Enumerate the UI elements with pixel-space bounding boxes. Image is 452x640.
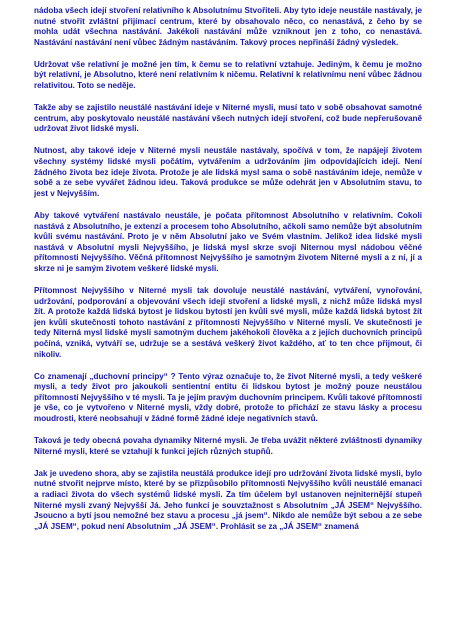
paragraph: Udržovat vše relativní je možné jen tím, k čemu se to relativní vztahuje. Jediným, k čemu je možno být relativní, je Absolutno, které není relativním k ničemu. Relativní k relativnímu není vůbec žádnou relativitou. Toto se neděje.: [34, 59, 422, 91]
paragraph: Nutnost, aby takové ideje v Niterné mysli neustále nastávaly, spočívá v tom, že napájejí životem všechny systémy lidské mysli počátím, vytvářením a udržováním jim odpovídajících idejí. Není žádného života bez ideje života. Protože je ale lidská mysl sama o sobě nastáváním ideje, nemůže v sobě a ze sebe vyvářet žádnou ideu. Taková produkce se může odehrát jen v Absolutním stavu, to jest v Nejvyšším.: [34, 146, 422, 198]
paragraph: nádoba všech idejí stvoření relativního k Absolutnímu Stvořiteli. Aby tyto ideje neustále nastávaly, je nutné stvořit zvláštní přijímací centrum, které by obsahovalo něco, co nenastává, z čeho by se mohla udát všechna nastávání. Jakékoli nastávání může vzniknout jen z toho, co nenastává. Nastávání nastávání není vůbec žádným nastáváním. Takový proces nepřináší žádný výsledek.: [34, 6, 422, 47]
paragraph: Aby takové vytváření nastávalo neustále, je počata přítomnost Absolutního v relativním. Cokoli nastává z Absolutního, je extenzí a procesem toho Absolutního, ačkoli samo nemůže být absolutním kvůli svému nastávání. Proto je v něm Absolutní jako ve Svém vlastním. Jelikož idea lidské mysli nastává v Absolutní mysli Nejvyššího, je lidská mysl skrze svoji Niternou mysl nádobou věčné přítomnosti Nejvyššího. Věčná přítomnost Nejvyššího je samotným životem Niterné mysli a z ní, jí a skrze ni je samým životem veškeré lidské mysli.: [34, 210, 422, 273]
paragraph: Přítomnost Nejvyššího v Niterné mysli tak dovoluje neustálé nastávání, vytváření, vynořování, udržování, podporování a objevování všech idejí stvoření a lidské mysli, z nichž může lidská mysl žít. A protože každá lidská bytost je lidskou bytostí jen kvůli své mysli, může každá lidská bytost žít jen kvůli skutečnosti tohoto nastávání z přítomnosti Nejvyššího v Niterné mysli. Ve skutečnosti je tedy Niterná mysl lidské mysli samotným duchem jakéhokoli člověka a z jejích duchovních principů počíná, vzniká, vytváří se, udržuje se a sestává veškerý život každého, ať to ten chce přijmout, či nikoliv.: [34, 285, 422, 359]
paragraph: Takže aby se zajistilo neustálé nastávání ideje v Niterné mysli, musí tato v sobě obsahovat samotné centrum, aby poskytovalo neustálé nastávání všech nutných idejí stvoření, což bude nepřerušovaně udržovat život lidské mysli.: [34, 103, 422, 134]
paragraph: Jak je uvedeno shora, aby se zajistila neustálá produkce idejí pro udržování života lidské mysli, bylo nutné stvořit nejprve místo, které by se přizpůsobilo přítomnosti Nejvyššího kvůli neustálé emanaci a radiaci života do všech systémů lidské mysli. Za tím účelem byl ustanoven nejniternější stupeň Niterné mysli zvaný Nejvyšší Já. Jeho funkcí je souvztažnost s Absolutním „JÁ JSEM“ Nejvyššího. Jsoucno a bytí jsou nemožné bez stavu a procesu „já jsem“. Nikdo ale nemůže být sebou a ze sebe „JÁ JSEM“, pokud není Absolutním „JÁ JSEM“. Prohlásit se za „JÁ JSEM“ znamená: [34, 468, 422, 531]
paragraph: Taková je tedy obecná povaha dynamiky Niterné mysli. Je třeba uvážit některé zvláštnosti dynamiky Niterné mysli, které se vztahují k funkci jejích různých stupňů.: [34, 436, 422, 456]
paragraph: Co znamenají „duchovní principy“ ? Tento výraz označuje to, že život Niterné mysli, a tedy veškeré mysli, a tedy život pro jakoukoli sentientní entitu či lidskou bytost je možný pouze neustálou přítomností Nejvyššího v té mysli. Ta je jejím pravým duchovním principem. Kvůli takové přítomnosti je vše, co je vytvořeno v Niterné mysli, vždy dobré, protože to přichází ze stavu lásky a procesu moudrosti, které neobsahují v žádné formě žádné ideje negativních stavů.: [34, 371, 422, 423]
